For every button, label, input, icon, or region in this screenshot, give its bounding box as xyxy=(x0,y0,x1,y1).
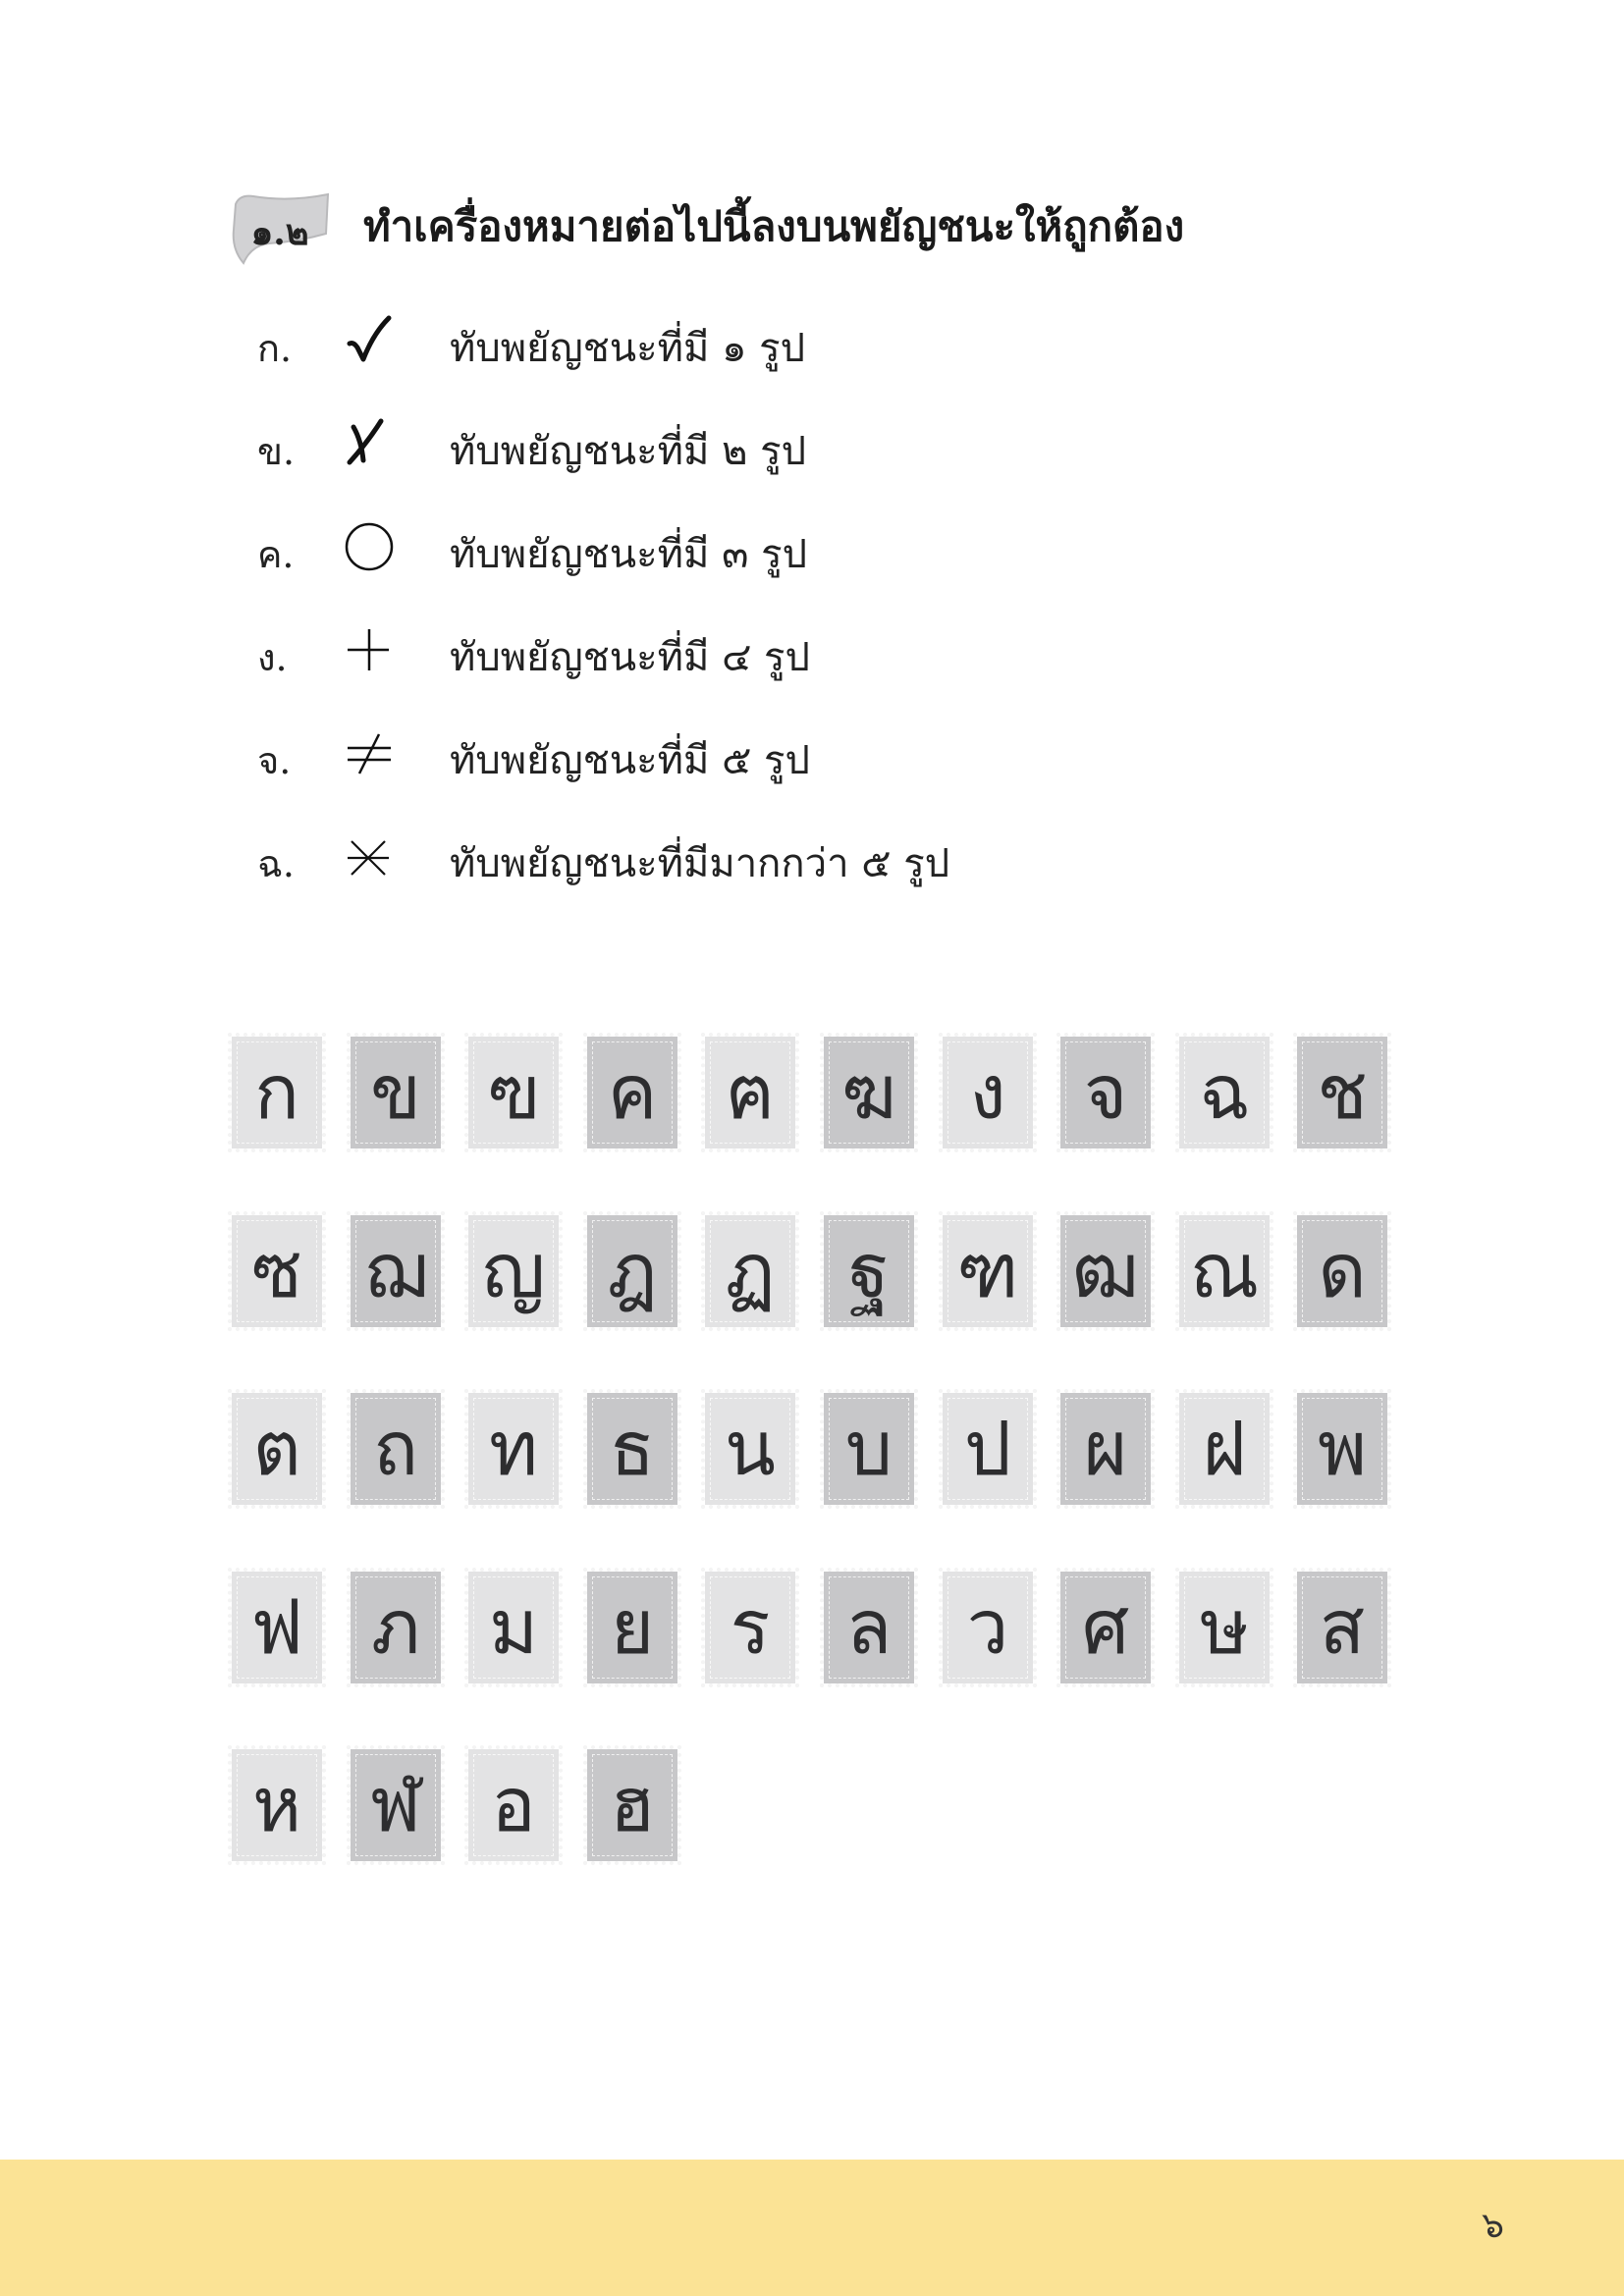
consonant-letter: ฎ xyxy=(607,1227,658,1314)
consonant-letter: ม xyxy=(488,1583,539,1671)
consonant-letter: ฒ xyxy=(1071,1227,1140,1314)
consonant-stamp[interactable] xyxy=(1297,1037,1387,1148)
consonant-letter: ฬ xyxy=(370,1761,421,1848)
consonant-letter: ส xyxy=(1319,1583,1366,1671)
consonant-letter: ด xyxy=(1318,1227,1367,1314)
consonant-letter: ย xyxy=(610,1583,655,1671)
consonant-stamp[interactable] xyxy=(468,1215,559,1327)
consonant-letter: ฮ xyxy=(609,1761,656,1848)
consonant-letter: ร xyxy=(730,1583,771,1671)
legend-item-text: ทับพยัญชนะที่มี ๔ รูป xyxy=(450,635,810,680)
consonant-letter: ก xyxy=(253,1048,299,1136)
x-mark-icon xyxy=(344,417,395,468)
consonant-stamp[interactable] xyxy=(232,1572,322,1683)
legend-item-text: ทับพยัญชนะที่มีมากกว่า ๕ รูป xyxy=(450,841,950,886)
legend-item-letter: ค. xyxy=(257,533,295,576)
consonant-letter: ล xyxy=(845,1583,893,1671)
consonant-letter: ต xyxy=(252,1405,301,1492)
legend-item xyxy=(257,520,1043,579)
consonant-letter: จ xyxy=(1083,1048,1128,1136)
legend-item xyxy=(257,417,1043,476)
consonant-stamp[interactable] xyxy=(587,1572,677,1683)
consonant-stamp[interactable] xyxy=(943,1037,1033,1148)
consonant-stamp[interactable] xyxy=(468,1749,559,1861)
consonant-letter: ภ xyxy=(370,1583,421,1671)
consonant-stamp[interactable] xyxy=(705,1037,795,1148)
consonant-stamp[interactable] xyxy=(705,1393,795,1505)
consonant-letter: ฟ xyxy=(250,1583,303,1671)
consonant-letter: ธ xyxy=(609,1405,656,1492)
double-cross-icon xyxy=(344,829,395,881)
consonant-letter: ฅ xyxy=(725,1048,776,1136)
section-number-badge xyxy=(230,190,334,265)
consonant-stamp[interactable] xyxy=(1179,1037,1270,1148)
consonant-stamp[interactable] xyxy=(943,1572,1033,1683)
consonant-stamp[interactable] xyxy=(943,1393,1033,1505)
legend-item xyxy=(257,829,1043,888)
consonant-letter: ฆ xyxy=(840,1048,897,1136)
consonant-letter: ญ xyxy=(481,1227,546,1314)
consonant-letter: ณ xyxy=(1189,1227,1260,1314)
legend-item-text: ทับพยัญชนะที่มี ๒ รูป xyxy=(450,429,807,474)
consonant-stamp[interactable] xyxy=(232,1749,322,1861)
consonant-stamp[interactable] xyxy=(1297,1215,1387,1327)
consonant-letter: ผ xyxy=(1083,1405,1128,1492)
consonant-letter: ท xyxy=(488,1405,539,1492)
consonant-letter: ห xyxy=(251,1761,302,1848)
consonant-stamp[interactable] xyxy=(705,1572,795,1683)
circle-icon xyxy=(344,520,395,571)
legend-item-letter: ก. xyxy=(257,327,293,370)
consonant-letter: ซ xyxy=(251,1227,302,1314)
consonant-stamp[interactable] xyxy=(705,1215,795,1327)
footer-band xyxy=(0,2160,1624,2296)
consonant-letter: ฉ xyxy=(1199,1048,1250,1136)
consonant-stamp[interactable] xyxy=(824,1572,914,1683)
consonant-letter: ฐ xyxy=(848,1227,890,1314)
consonant-stamp[interactable] xyxy=(468,1572,559,1683)
consonant-stamp[interactable] xyxy=(232,1393,322,1505)
consonant-letter: ฃ xyxy=(487,1048,540,1136)
consonant-letter: ข xyxy=(370,1048,421,1136)
consonant-stamp[interactable] xyxy=(468,1037,559,1148)
consonant-stamp[interactable] xyxy=(943,1215,1033,1327)
consonant-letter: ว xyxy=(966,1583,1009,1671)
consonant-letter: ช xyxy=(1317,1048,1368,1136)
consonant-letter: ถ xyxy=(372,1405,418,1492)
consonant-stamp[interactable] xyxy=(351,1215,441,1327)
consonant-stamp[interactable] xyxy=(587,1393,677,1505)
consonant-letter: น xyxy=(725,1405,776,1492)
consonant-letter: อ xyxy=(491,1761,536,1848)
consonant-stamp[interactable] xyxy=(351,1749,441,1861)
legend-item-text: ทับพยัญชนะที่มี ๓ รูป xyxy=(450,532,808,577)
consonant-stamp[interactable] xyxy=(232,1215,322,1327)
consonant-stamp[interactable] xyxy=(1297,1393,1387,1505)
check-mark-icon xyxy=(344,314,395,365)
consonant-letter: พ xyxy=(1317,1405,1368,1492)
legend-item xyxy=(257,314,1043,373)
consonant-letter: ฌ xyxy=(363,1227,428,1314)
consonant-stamp[interactable] xyxy=(1060,1037,1151,1148)
consonant-stamp[interactable] xyxy=(1179,1393,1270,1505)
consonant-stamp[interactable] xyxy=(587,1037,677,1148)
consonant-stamp[interactable] xyxy=(468,1393,559,1505)
consonant-letter: ฝ xyxy=(1202,1405,1247,1492)
consonant-stamp[interactable] xyxy=(351,1572,441,1683)
consonant-stamp[interactable] xyxy=(1060,1572,1151,1683)
consonant-letter: ง xyxy=(969,1048,1006,1136)
consonant-letter: ฑ xyxy=(956,1227,1019,1314)
consonant-stamp[interactable] xyxy=(232,1037,322,1148)
legend-item-letter: ฉ. xyxy=(257,842,295,885)
consonant-stamp[interactable] xyxy=(824,1393,914,1505)
consonant-letter: บ xyxy=(844,1405,893,1492)
section-number: ๑.๒ xyxy=(250,212,309,253)
consonant-stamp[interactable] xyxy=(1179,1215,1270,1327)
consonant-stamp[interactable] xyxy=(1297,1572,1387,1683)
consonant-stamp[interactable] xyxy=(351,1037,441,1148)
legend-item-letter: ข. xyxy=(257,430,296,473)
legend-item-letter: ง. xyxy=(257,636,288,679)
legend-item-letter: จ. xyxy=(257,739,292,782)
consonant-stamp[interactable] xyxy=(1060,1215,1151,1327)
consonant-stamp[interactable] xyxy=(587,1215,677,1327)
consonant-stamp[interactable] xyxy=(1179,1572,1270,1683)
legend-item xyxy=(257,623,1043,682)
not-equal-icon xyxy=(344,726,395,777)
legend-item-text: ทับพยัญชนะที่มี ๑ รูป xyxy=(450,326,806,371)
page-number: ๖ xyxy=(1482,2206,1504,2246)
consonant-stamp[interactable] xyxy=(1060,1393,1151,1505)
consonant-letter: ศ xyxy=(1081,1583,1130,1671)
plus-icon xyxy=(344,623,395,674)
legend-item-text: ทับพยัญชนะที่มี ๕ รูป xyxy=(450,738,810,783)
consonant-stamp[interactable] xyxy=(824,1215,914,1327)
consonant-letter: ฏ xyxy=(725,1227,776,1314)
section-title: ทำเครื่องหมายต่อไปนี้ลงบนพยัญชนะให้ถูกต้อง xyxy=(363,202,1185,250)
consonant-stamp[interactable] xyxy=(587,1749,677,1861)
consonant-stamp[interactable] xyxy=(824,1037,914,1148)
consonant-letter: ป xyxy=(963,1405,1012,1492)
consonant-letter: ค xyxy=(607,1048,658,1136)
legend-item xyxy=(257,726,1043,785)
consonant-letter: ษ xyxy=(1199,1583,1250,1671)
consonant-stamp[interactable] xyxy=(351,1393,441,1505)
